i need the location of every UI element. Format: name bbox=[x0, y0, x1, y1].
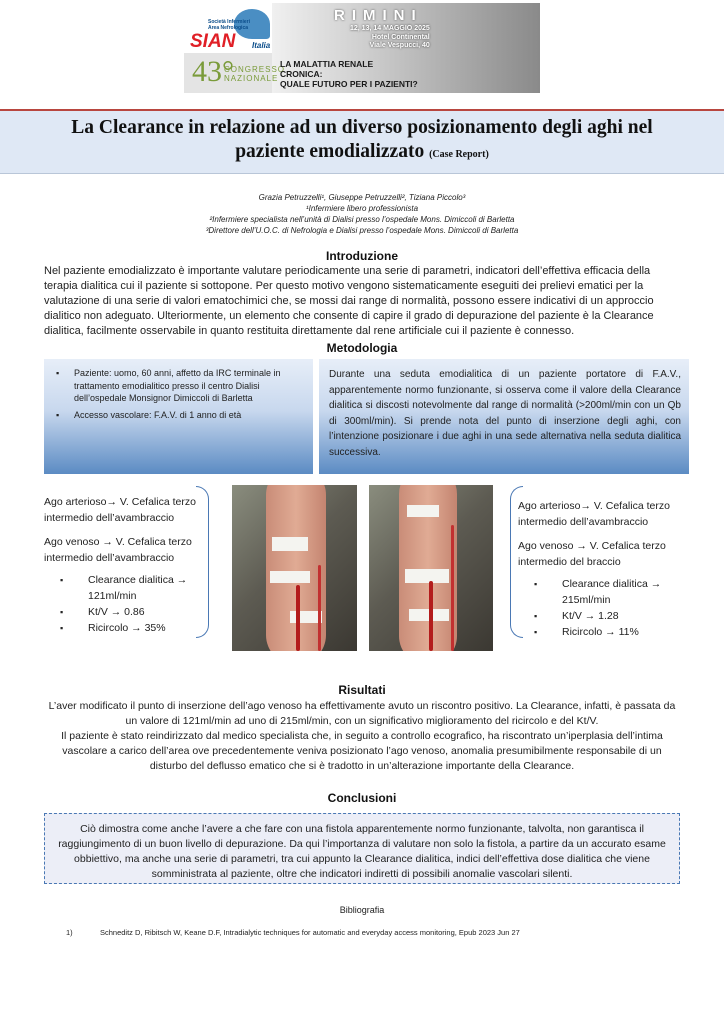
authors-block bbox=[150, 192, 574, 236]
venous-needle-right: Ago venoso → V. Cefalica terzo intermedio del braccio bbox=[518, 540, 666, 568]
case-right-text bbox=[518, 498, 693, 640]
metodologia-text: Durante una seduta emodialitica di un paziente portatore di F.A.V., apparentemente normo funzionante, si osserva come il valore della Clearance dialitica si discosti notevolmente dal range di normalità (>200ml/min con un Qb di 300ml/min). Si prende nota del punto di inserzione degli aghi, con l’intenzione posizionare i due aghi in una sede alternativa nella seduta dialitica successiva. bbox=[329, 369, 681, 458]
congress-theme: LA MALATTIA RENALE CRONICA: QUALE FUTURO PER I PAZIENTI? bbox=[280, 59, 418, 89]
affiliation-2: ²Infermiere specialista nell’unità di Dialisi presso l’ospedale Mons. Dimiccoli di Barletta bbox=[209, 215, 515, 224]
risultati-text: L’aver modificato il punto di inserzione dell’ago venoso ha effettivamente avuto un riscontro positivo. La Clearance, infatti, è passata da un valore di 121ml/min ad uno di 215ml/min, con un significativo miglioramento del ricircolo e del Kt/V. Il paziente è stato reindirizzato dal medico specialista che, in seguito a controllo ecografico, ha riscontrato un’iperplasia dell’intima vascolare a carico dell’area ove precedentemente veniva posizionato l’ago venoso, anomalia presumibilmente responsabile di un disturbo del deflusso ematico che si è tradotto in un’alterazione importante della Clearance. bbox=[48, 700, 676, 772]
list-item: ▪ Paziente: uomo, 60 anni, affetto da IRC terminale in trattamento emodialitico presso il centro Dialisi dell’ospedale Monsignor Dimiccoli di Barletta bbox=[74, 367, 309, 405]
list-item: ▪ Accesso vascolare: F.A.V. di 1 anno di età bbox=[74, 409, 309, 422]
bibliography-item bbox=[66, 928, 686, 937]
affiliation-1: ¹Infermiere libero professionista bbox=[305, 204, 419, 213]
reference-number: 1) bbox=[66, 928, 73, 937]
sian-logo bbox=[184, 3, 272, 53]
introduzione-text: Nel paziente emodializzato è importante valutare periodicamente una serie di parametri, indicatori dell’effettiva efficacia della terapia dialitica cui il paziente si sottopone. Per questo motivo vengono sistematicamente eseguiti dei prelievi ematici per la valutazione di una serie di valori ematochimici che, se mossi dai range di normalità, possono essere indicativi di un approccio dialitico non adeguato. Ulteriormente, un elemento che consente di capire il grado di depurazione del paziente è la Clearance dialitica, facilmente osservabile in quanto restituita direttamente dal rene artificiale cui il paziente è connesso. bbox=[44, 265, 654, 337]
event-city: RIMINI bbox=[334, 7, 423, 24]
event-info: 12, 13, 14 MAGGIO 2025 Hotel Continental Viale Vespucci, 40 bbox=[350, 25, 430, 49]
list-item: ▪ Kt/V → 0.86 bbox=[44, 604, 214, 620]
reference-text: Schneditz D, Ribitsch W, Keane D.F, Intradialytic techniques for automatic and everyday access monitoring, Epub 2023 Jun 27 bbox=[100, 928, 520, 937]
heading-bibliografia: Bibliografia bbox=[339, 905, 385, 915]
heading-risultati: Risultati bbox=[338, 683, 386, 697]
stats-left bbox=[44, 572, 214, 636]
heading-introduzione: Introduzione bbox=[326, 249, 398, 263]
sian-country: Italia bbox=[252, 41, 271, 50]
heading-metodologia: Metodologia bbox=[326, 341, 398, 355]
method-text-box bbox=[319, 359, 689, 474]
photo-needles-before bbox=[232, 485, 357, 651]
author-names: Grazia Petruzzelli¹, Giuseppe Petruzzelli², Tiziana Piccolo³ bbox=[258, 193, 466, 202]
patient-info-list bbox=[74, 367, 309, 425]
photo-needles-after bbox=[369, 485, 493, 651]
congress-label: CONGRESSO NAZIONALE bbox=[224, 65, 286, 83]
title-subtitle: (Case Report) bbox=[429, 149, 489, 160]
patient-info-box bbox=[44, 359, 313, 474]
congress-banner bbox=[184, 3, 540, 93]
list-item: ▪ Ricircolo → 35% bbox=[44, 620, 214, 636]
list-item: ▪ Ricircolo → 11% bbox=[518, 624, 693, 640]
stats-right bbox=[518, 576, 693, 640]
conclusioni-text: Ciò dimostra come anche l’avere a che fare con una fistola apparentemente normo funzionante, talvolta, non garantisca il raggiungimento di un buon livello di depurazione. Da qui l’importanza di valutare non solo la fistola, a partire da un accurato esame obbiettivo, ma anche una serie di parametri, tra cui appunto la Clearance dialitica, indici dell’effettiva dose dialitica che viene somministrata al paziente, oltre che indicatori indiretti di possibili anomalie vascolari silenti. bbox=[58, 823, 666, 880]
list-item: ▪ Clearance dialitica → 215ml/min bbox=[518, 576, 693, 608]
conclusioni-box bbox=[44, 813, 680, 884]
case-left-text bbox=[44, 494, 214, 636]
arterial-needle-right: Ago arterioso→ V. Cefalica terzo intermedio dell’avambraccio bbox=[518, 500, 670, 528]
congress-number: 43° bbox=[192, 55, 234, 88]
list-item: ▪ Kt/V → 1.28 bbox=[518, 608, 693, 624]
list-item: ▪ Clearance dialitica → 121ml/min bbox=[44, 572, 214, 604]
poster-title: La Clearance in relazione ad un diverso posizionamento degli aghi nel paziente emodializzato (Case Report) bbox=[71, 117, 653, 162]
arterial-needle-left: Ago arterioso→ V. Cefalica terzo intermedio dell’avambraccio bbox=[44, 496, 196, 524]
affiliation-3: ³Direttore dell’U.O.C. di Nefrologia e Dialisi presso l’ospedale Mons. Dimiccoli di Barletta bbox=[205, 226, 519, 235]
brace-left bbox=[196, 486, 209, 638]
venous-needle-left: Ago venoso → V. Cefalica terzo intermedio dell’avambraccio bbox=[44, 536, 192, 564]
society-name: Società Infermieri Area Nefrologica bbox=[208, 19, 250, 31]
sian-wordmark: SIAN bbox=[190, 31, 236, 52]
heading-conclusioni: Conclusioni bbox=[327, 791, 397, 805]
